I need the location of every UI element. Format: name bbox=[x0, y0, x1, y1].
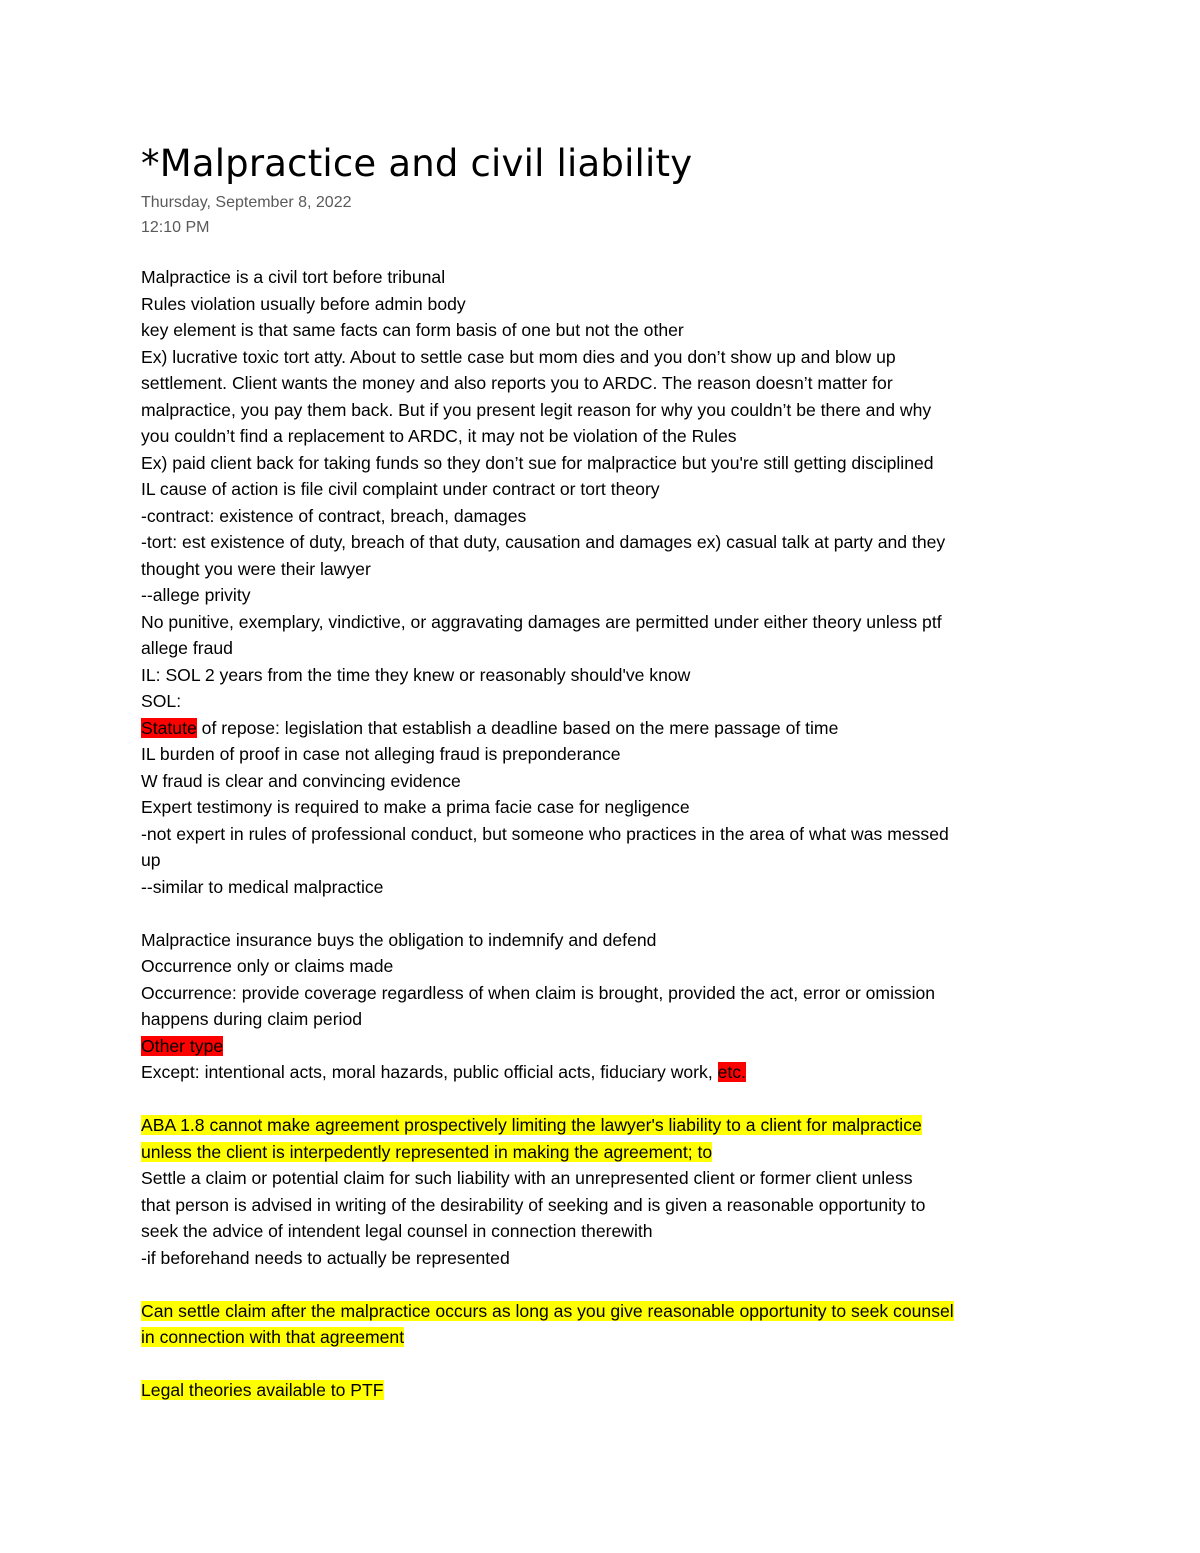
text-line: IL burden of proof in case not alleging fraud is preponderance bbox=[141, 744, 621, 764]
text-line: Occurrence: provide coverage regardless of when claim is brought, provided the act, error or omission bbox=[141, 982, 936, 1003]
text-line: No punitive, exemplary, vindictive, or aggravating damages are permitted under either theory unless ptf bbox=[141, 611, 942, 632]
note-body[interactable] bbox=[141, 264, 1061, 1404]
text-line bbox=[141, 1377, 1061, 1404]
text-line bbox=[141, 715, 1061, 742]
text-span: Except: intentional acts, moral hazards, public official acts, fiduciary work, bbox=[141, 1062, 718, 1082]
text-line: IL: SOL 2 years from the time they knew or reasonably should've know bbox=[141, 664, 691, 685]
red-highlight: Other type bbox=[141, 1035, 224, 1056]
text-line bbox=[141, 1059, 1061, 1086]
blank-line bbox=[141, 1351, 1061, 1378]
text-line: thought you were their lawyer bbox=[141, 558, 371, 579]
text-line: --allege privity bbox=[141, 585, 251, 605]
text-span: of repose: legislation that establish a deadline based on the mere passage of time bbox=[196, 717, 839, 738]
text-line: seek the advice of intendent legal counsel in connection therewith bbox=[141, 1221, 653, 1241]
text-line: Settle a claim or potential claim for such liability with an unrepresented client or former client unless bbox=[141, 1168, 913, 1188]
text-line: SOL: bbox=[141, 691, 182, 711]
text-line bbox=[141, 1112, 1061, 1139]
text-line: that person is advised in writing of the desirability of seeking and is given a reasonable opportunity to bbox=[141, 1194, 926, 1215]
note-time: 12:10 PM bbox=[141, 219, 210, 236]
text-line: --similar to medical malpractice bbox=[141, 876, 384, 897]
text-line bbox=[141, 1324, 1061, 1351]
text-line: settlement. Client wants the money and also reports you to ARDC. The reason doesn’t matter for bbox=[141, 373, 893, 393]
blank-line bbox=[141, 900, 1061, 927]
text-line: allege fraud bbox=[141, 638, 233, 658]
note-date: Thursday, September 8, 2022 bbox=[141, 194, 352, 211]
text-line: Rules violation usually before admin body bbox=[141, 293, 466, 314]
yellow-highlight: ABA 1.8 cannot make agreement prospectively limiting the lawyer's liability to a client for malpractice bbox=[141, 1115, 922, 1135]
text-line: Ex) paid client back for taking funds so they don’t sue for malpractice but you're still getting disciplined bbox=[141, 452, 934, 473]
yellow-highlight: Can settle claim after the malpractice occurs as long as you give reasonable opportunity to seek counsel bbox=[141, 1300, 954, 1321]
text-line: -if beforehand needs to actually be represented bbox=[141, 1247, 510, 1268]
blank-line bbox=[141, 1086, 1061, 1113]
text-line: -not expert in rules of professional conduct, but someone who practices in the area of what was messed bbox=[141, 823, 949, 844]
text-line: -contract: existence of contract, breach, damages bbox=[141, 505, 527, 526]
text-line: malpractice, you pay them back. But if you present legit reason for why you couldn’t be there and why bbox=[141, 399, 932, 420]
note-metadata bbox=[141, 190, 352, 240]
yellow-highlight: unless the client is interpedently represented in making the agreement; to bbox=[141, 1141, 713, 1162]
yellow-highlight: Legal theories available to PTF bbox=[141, 1380, 384, 1400]
page-title: *Malpractice and civil liability bbox=[141, 142, 693, 185]
text-line bbox=[141, 1139, 1061, 1166]
blank-line bbox=[141, 1271, 1061, 1298]
text-line: Ex) lucrative toxic tort atty. About to settle case but mom dies and you don’t show up and blow up bbox=[141, 346, 896, 367]
yellow-highlight: in connection with that agreement bbox=[141, 1327, 405, 1347]
text-line: -tort: est existence of duty, breach of that duty, causation and damages ex) casual talk at party and they bbox=[141, 532, 946, 552]
text-line bbox=[141, 1298, 1061, 1325]
text-line: up bbox=[141, 850, 161, 870]
red-highlight: Statute bbox=[141, 717, 197, 738]
text-line: you couldn’t find a replacement to ARDC, it may not be violation of the Rules bbox=[141, 426, 737, 446]
text-line: IL cause of action is file civil complaint under contract or tort theory bbox=[141, 479, 660, 499]
text-line: Occurrence only or claims made bbox=[141, 956, 394, 976]
text-line: Malpractice is a civil tort before tribunal bbox=[141, 267, 446, 287]
text-line bbox=[141, 1033, 1061, 1060]
text-line: W fraud is clear and convincing evidence bbox=[141, 770, 461, 791]
red-highlight: etc. bbox=[717, 1062, 746, 1082]
text-line: Expert testimony is required to make a prima facie case for negligence bbox=[141, 797, 690, 817]
text-line: Malpractice insurance buys the obligation to indemnify and defend bbox=[141, 929, 657, 950]
text-line: happens during claim period bbox=[141, 1009, 363, 1029]
text-line: key element is that same facts can form basis of one but not the other bbox=[141, 320, 684, 340]
